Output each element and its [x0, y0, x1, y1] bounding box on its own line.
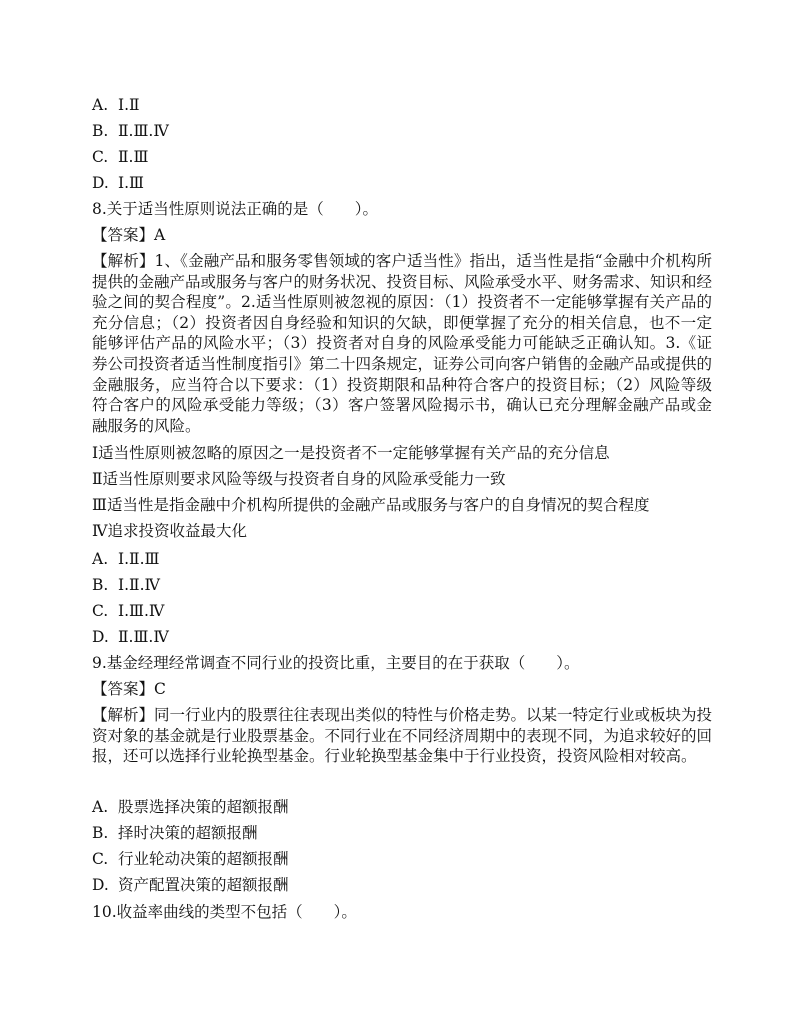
option-key: D.: [92, 628, 109, 646]
option-text: Ⅱ.Ⅲ.Ⅳ: [118, 122, 169, 140]
option-text: Ⅰ.Ⅱ.Ⅲ: [118, 550, 160, 568]
q8-option-b: [92, 575, 160, 595]
option-key: A.: [92, 96, 109, 114]
option-text: 股票选择决策的超额报酬: [118, 798, 289, 816]
q9-option-d: [92, 875, 289, 895]
q8-statement-2: Ⅱ适当性原则要求风险等级与投资者自身的风险承受能力一致: [92, 470, 506, 488]
option-key: A.: [92, 550, 109, 568]
question-8-analysis: 【解析】1、《金融产品和服务零售领域的客户适当性》指出，适当性是指“金融中介机构所提供的金融产品或服务与客户的财务状况、投资目标、风险承受水平、财务需求、知识和经验之间的契合程度”。2.适当性原则被忽视的原因：（1）投资者不一定能够掌握有关产品的充分信息；（2）投资者因自身经验和知识的欠缺，即便掌握了充分的相关信息，也不一定能够评估产品的风险水平；（3）投资者对自身的风险承受能力可能缺乏正确认知。3.《证券公司投资者适当性制度指引》第二十四条规定，证券公司向客户销售的金融产品或提供的金融服务，应当符合以下要求：（1）投资期限和品种符合客户的投资目标；（2）风险等级符合客户的风险承受能力等级；（3）客户签署风险揭示书，确认已充分理解金融产品或金融服务的风险。: [92, 252, 713, 435]
q8-statement-4: Ⅳ追求投资收益最大化: [92, 522, 247, 540]
q8-statement-1: Ⅰ适当性原则被忽略的原因之一是投资者不一定能够掌握有关产品的充分信息: [92, 444, 610, 462]
prev-option-d: [92, 173, 144, 193]
prev-option-b: [92, 121, 169, 141]
option-text: Ⅱ.Ⅲ.Ⅳ: [118, 628, 169, 646]
option-text: Ⅰ.Ⅱ.Ⅳ: [118, 576, 160, 594]
option-text: Ⅱ.Ⅲ: [118, 148, 149, 166]
q9-option-c: [92, 849, 289, 869]
question-10: 10.收益率曲线的类型不包括（ ）。: [92, 903, 357, 921]
prev-option-c: [92, 147, 148, 167]
option-key: D.: [92, 174, 109, 192]
q9-option-b: [92, 823, 258, 843]
option-key: B.: [92, 122, 109, 140]
option-key: B.: [92, 576, 109, 594]
option-text: Ⅰ.Ⅲ.Ⅳ: [118, 602, 165, 620]
option-key: A.: [92, 798, 109, 816]
question-8-answer: 【答案】A: [92, 226, 166, 244]
option-key: B.: [92, 824, 109, 842]
option-key: C.: [92, 850, 109, 868]
question-9: 9.基金经理经常调查不同行业的投资比重，主要目的在于获取（ ）。: [92, 654, 580, 672]
question-8: 8.关于适当性原则说法正确的是（ ）。: [92, 200, 379, 218]
q8-option-d: [92, 627, 169, 647]
option-text: Ⅰ.Ⅲ: [118, 174, 144, 192]
option-text: 资产配置决策的超额报酬: [118, 876, 289, 894]
question-9-answer: 【答案】C: [92, 680, 166, 698]
option-key: C.: [92, 602, 109, 620]
option-key: D.: [92, 876, 109, 894]
option-text: 择时决策的超额报酬: [118, 824, 258, 842]
prev-option-a: [92, 95, 140, 115]
q8-statement-3: Ⅲ适当性是指金融中介机构所提供的金融产品或服务与客户的自身情况的契合程度: [92, 496, 650, 514]
q8-option-a: [92, 549, 159, 569]
option-text: 行业轮动决策的超额报酬: [118, 850, 289, 868]
q8-option-c: [92, 601, 164, 621]
q9-option-a: [92, 797, 289, 817]
question-9-analysis: 【解析】同一行业内的股票往往表现出类似的特性与价格走势。以某一特定行业或板块为投资对象的基金就是行业股票基金。不同行业在不同经济周期中的表现不同，为追求较好的回报，还可以选择行业轮换型基金。行业轮换型基金集中于行业投资，投资风险相对较高。: [92, 706, 713, 766]
option-text: Ⅰ.Ⅱ: [118, 96, 140, 114]
option-key: C.: [92, 148, 109, 166]
